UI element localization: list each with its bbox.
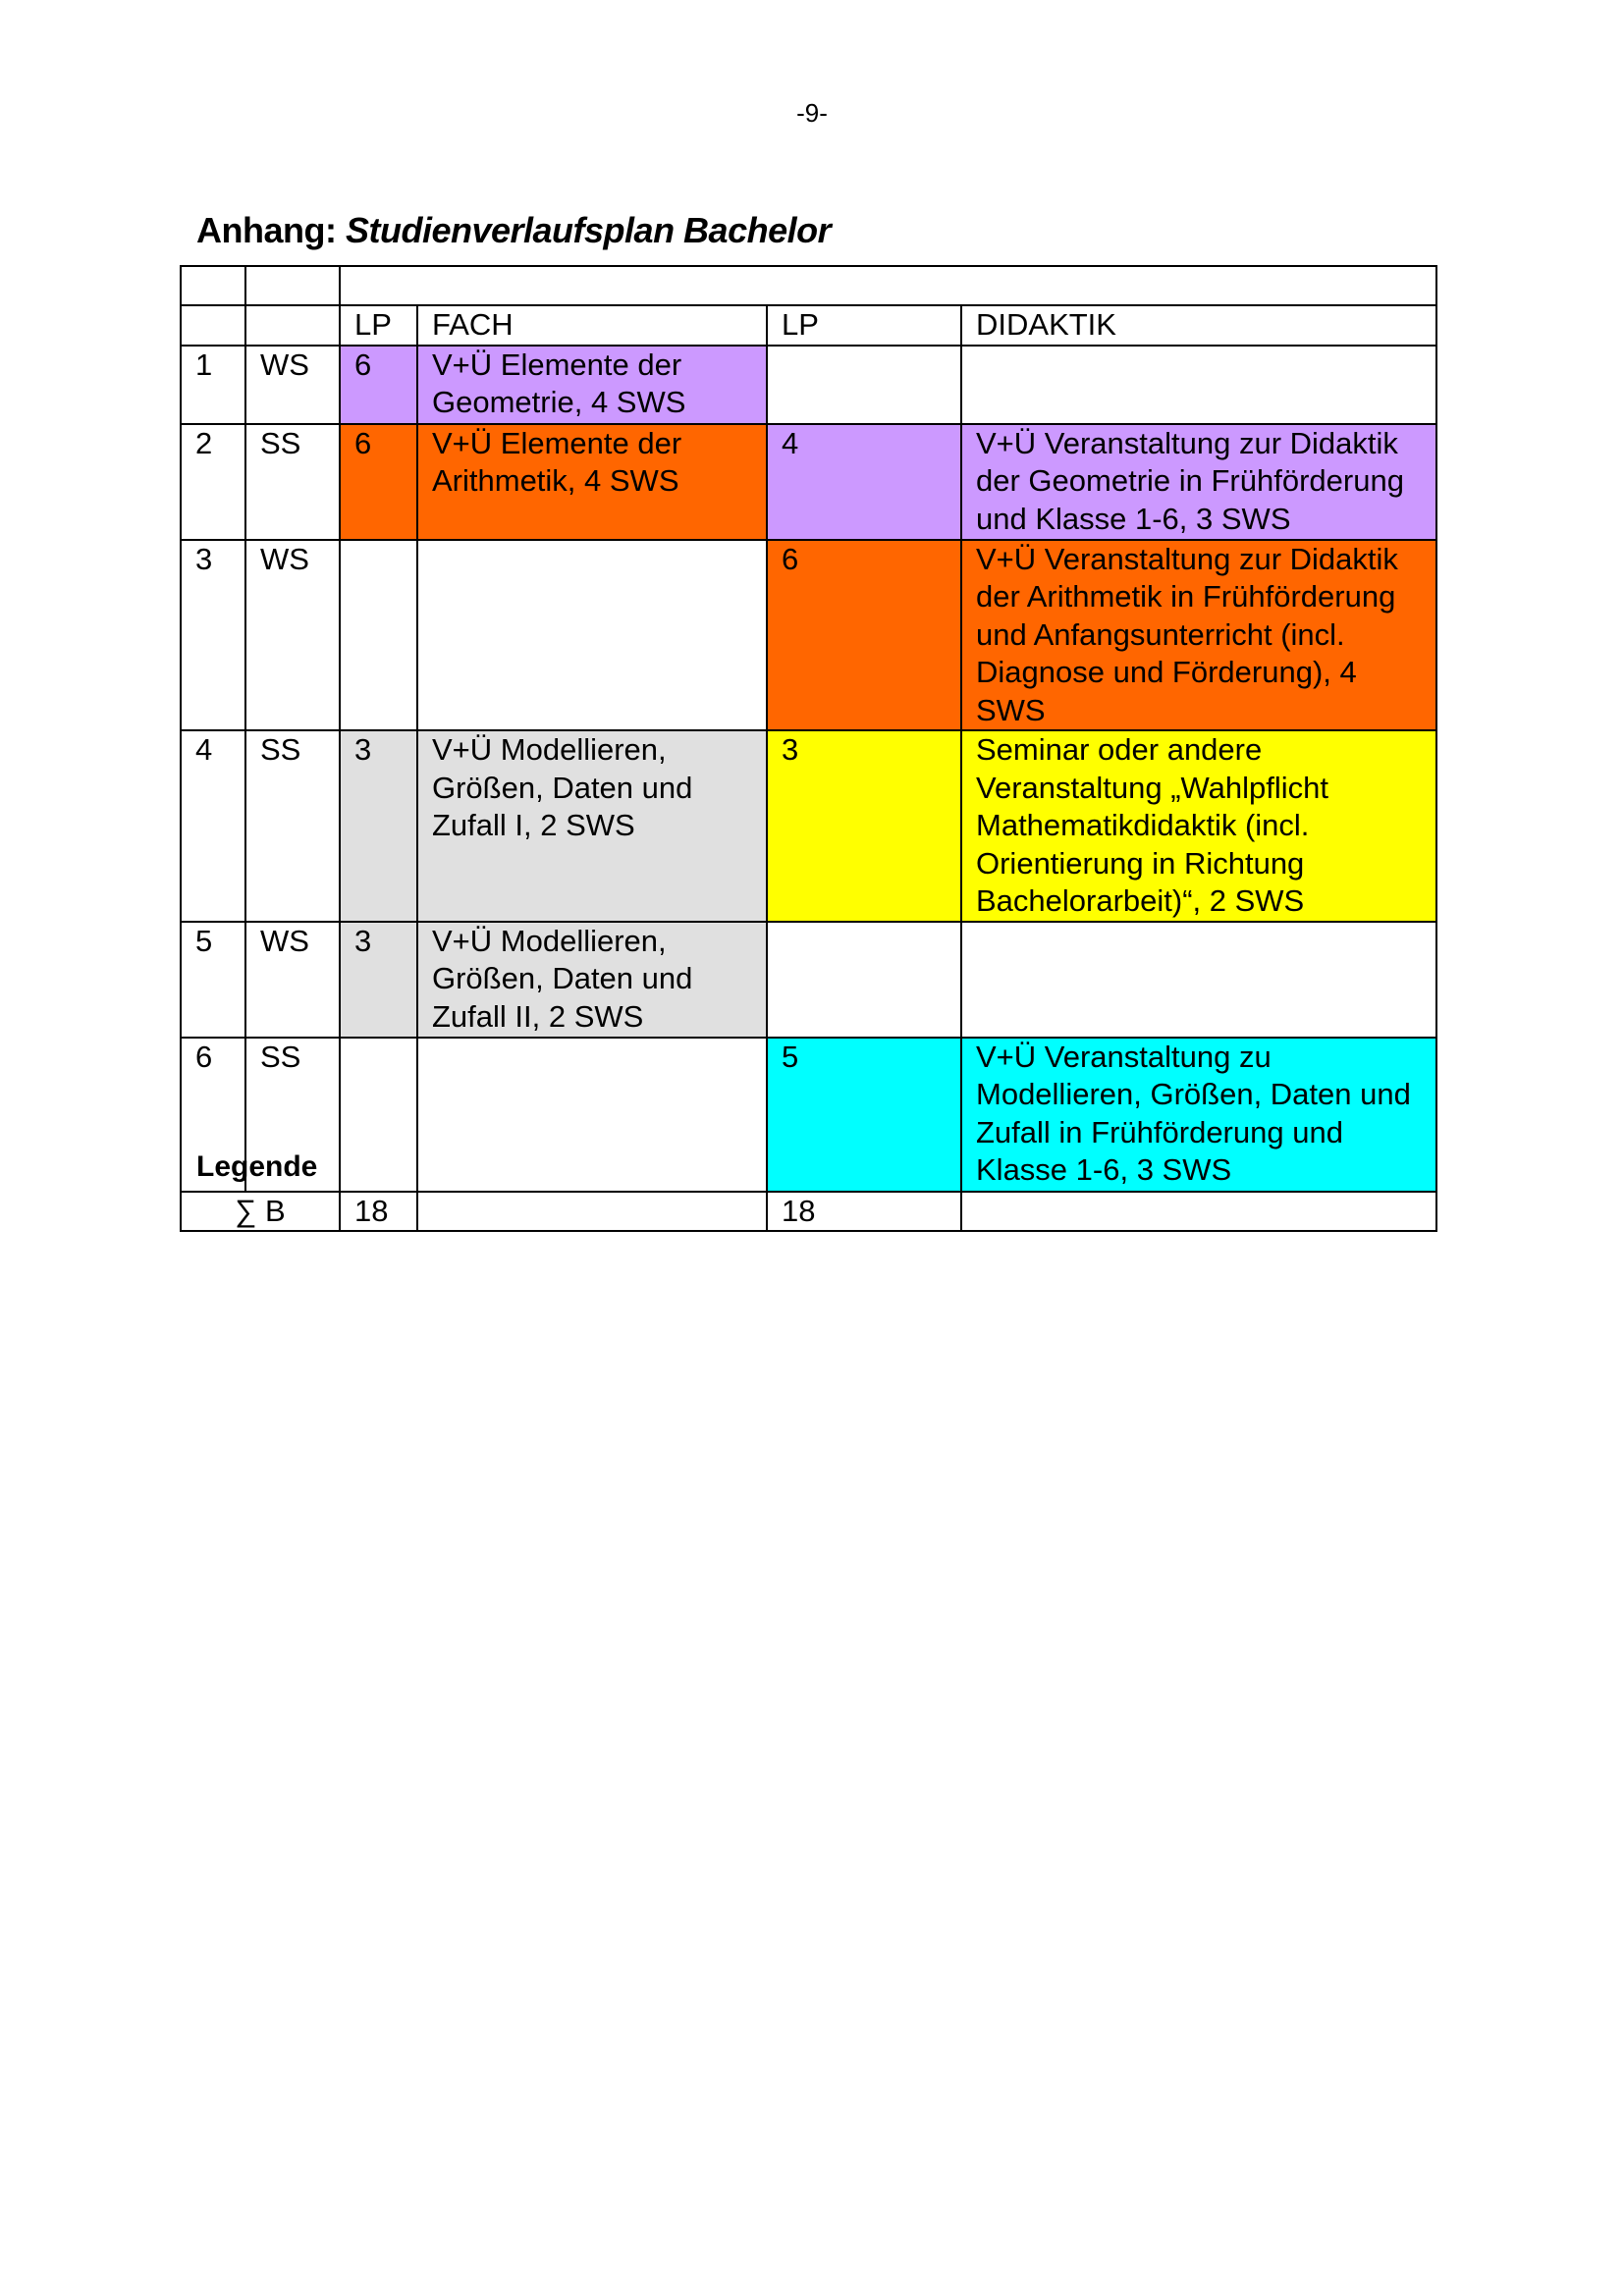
sum-fach-lp: 18 bbox=[340, 1192, 417, 1232]
table-top-row bbox=[181, 266, 1436, 305]
didaktik-lp bbox=[767, 922, 961, 1038]
empty-cell bbox=[181, 305, 245, 346]
semester-number: 1 bbox=[181, 346, 245, 424]
didaktik-course bbox=[961, 346, 1436, 424]
semester-type: WS bbox=[245, 540, 340, 731]
header-lp-didaktik: LP bbox=[767, 305, 961, 346]
fach-course: V+Ü Elemente der Geometrie, 4 SWS bbox=[417, 346, 767, 424]
empty-cell bbox=[245, 305, 340, 346]
semester-number: 5 bbox=[181, 922, 245, 1038]
title-prefix: Anhang: bbox=[196, 210, 346, 250]
fach-lp: 6 bbox=[340, 346, 417, 424]
empty-cell bbox=[417, 1192, 767, 1232]
semester-type: SS bbox=[245, 730, 340, 922]
fach-course: V+Ü Modellieren, Größen, Daten und Zufall I, 2 SWS bbox=[417, 730, 767, 922]
header-lp-fach: LP bbox=[340, 305, 417, 346]
empty-cell bbox=[340, 266, 1436, 305]
empty-cell bbox=[961, 1192, 1436, 1232]
page-number: -9- bbox=[796, 98, 828, 128]
table-header-row bbox=[181, 305, 1436, 346]
fach-course: V+Ü Modellieren, Größen, Daten und Zufall II, 2 SWS bbox=[417, 922, 767, 1038]
sum-didaktik-lp: 18 bbox=[767, 1192, 961, 1232]
fach-lp bbox=[340, 1038, 417, 1192]
sum-row bbox=[181, 1192, 1436, 1232]
didaktik-course: Seminar oder andere Veranstaltung „Wahlpflicht Mathematikdidaktik (incl. Orientierung in Richtung Bachelorarbeit)“, 2 SWS bbox=[961, 730, 1436, 922]
title-text: Studienverlaufsplan Bachelor bbox=[345, 210, 832, 250]
didaktik-lp: 3 bbox=[767, 730, 961, 922]
didaktik-lp bbox=[767, 346, 961, 424]
semester-type: SS bbox=[245, 424, 340, 540]
table-row bbox=[181, 540, 1436, 731]
table-row bbox=[181, 730, 1436, 922]
fach-lp: 6 bbox=[340, 424, 417, 540]
semester-number: 2 bbox=[181, 424, 245, 540]
didaktik-course: V+Ü Veranstaltung zur Didaktik der Arithmetik in Frühförderung und Anfangsunterricht (incl. Diagnose und Förderung), 4 SWS bbox=[961, 540, 1436, 731]
sum-label: ∑ B bbox=[181, 1192, 340, 1232]
fach-course: V+Ü Elemente der Arithmetik, 4 SWS bbox=[417, 424, 767, 540]
table-row bbox=[181, 1038, 1436, 1192]
header-didaktik: DIDAKTIK bbox=[961, 305, 1436, 346]
table-row bbox=[181, 424, 1436, 540]
fach-lp: 3 bbox=[340, 922, 417, 1038]
empty-cell bbox=[245, 266, 340, 305]
fach-lp: 3 bbox=[340, 730, 417, 922]
semester-number: 6 bbox=[181, 1038, 245, 1192]
fach-lp bbox=[340, 540, 417, 731]
semester-type: SS bbox=[245, 1038, 340, 1192]
table-row bbox=[181, 922, 1436, 1038]
fach-course bbox=[417, 540, 767, 731]
didaktik-course: V+Ü Veranstaltung zu Modellieren, Größen, Daten und Zufall in Frühförderung und Klasse 1-6, 3 SWS bbox=[961, 1038, 1436, 1192]
study-plan-table bbox=[180, 265, 1437, 1232]
empty-cell bbox=[181, 266, 245, 305]
page-title bbox=[196, 210, 831, 251]
legend-label: Legende bbox=[196, 1150, 318, 1183]
semester-type: WS bbox=[245, 346, 340, 424]
didaktik-course bbox=[961, 922, 1436, 1038]
didaktik-lp: 5 bbox=[767, 1038, 961, 1192]
semester-number: 4 bbox=[181, 730, 245, 922]
didaktik-lp: 6 bbox=[767, 540, 961, 731]
didaktik-lp: 4 bbox=[767, 424, 961, 540]
semester-type: WS bbox=[245, 922, 340, 1038]
semester-number: 3 bbox=[181, 540, 245, 731]
table-row bbox=[181, 346, 1436, 424]
didaktik-course: V+Ü Veranstaltung zur Didaktik der Geometrie in Frühförderung und Klasse 1-6, 3 SWS bbox=[961, 424, 1436, 540]
fach-course bbox=[417, 1038, 767, 1192]
header-fach: FACH bbox=[417, 305, 767, 346]
